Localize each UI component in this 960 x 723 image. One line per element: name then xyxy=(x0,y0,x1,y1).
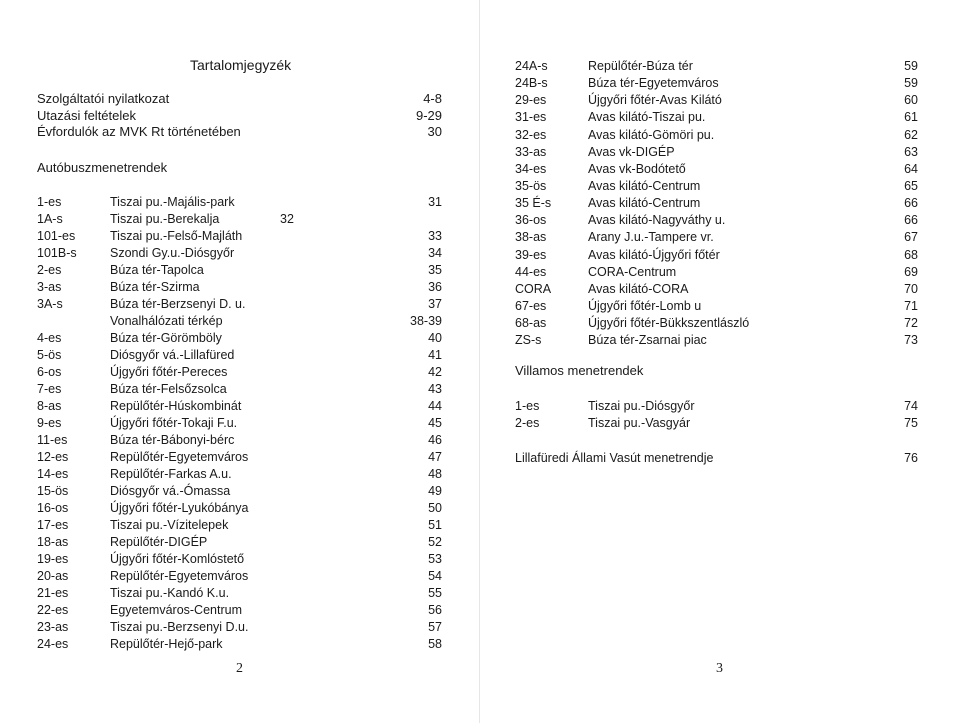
entry-page: 35 xyxy=(428,263,442,277)
route-number: 31-es xyxy=(515,110,547,125)
toc-entry[interactable] xyxy=(37,517,442,534)
route-number: 33-as xyxy=(515,144,547,159)
route-stops: Tiszai pu.-Berzsenyi D.u. xyxy=(110,620,249,634)
toc-title: Tartalomjegyzék xyxy=(190,57,292,73)
route-stops: Diósgyőr vá.-Lillafüred xyxy=(110,348,235,362)
entry-page: 62 xyxy=(904,127,918,142)
route-number: 19-es xyxy=(37,552,69,566)
route-stops: Avas kilátó-Centrum xyxy=(588,178,701,193)
toc-entry[interactable] xyxy=(515,161,918,178)
entry-page: 37 xyxy=(428,297,442,311)
entry-label: Szolgáltatói nyilatkozat xyxy=(37,91,170,106)
toc-entry[interactable] xyxy=(37,483,442,500)
toc-entry[interactable] xyxy=(515,212,918,229)
route-number: 44-es xyxy=(515,264,547,279)
route-number: 2-es xyxy=(37,263,62,277)
toc-entry[interactable] xyxy=(37,194,442,211)
toc-entry[interactable] xyxy=(515,92,918,109)
toc-entry[interactable] xyxy=(515,229,918,246)
toc-entry[interactable] xyxy=(37,296,442,313)
entry-page: 50 xyxy=(428,501,442,515)
toc-entry[interactable] xyxy=(37,466,442,483)
route-stops: Búza tér-Bábonyi-bérc xyxy=(110,433,235,447)
route-stops: Avas kilátó-Újgyőri főtér xyxy=(588,247,720,262)
route-number: 17-es xyxy=(37,518,69,532)
route-stops: Repülőtér-Egyetemváros xyxy=(110,450,249,464)
entry-page: 67 xyxy=(904,230,918,245)
entry-page: 52 xyxy=(428,535,442,549)
page-number: 2 xyxy=(236,661,243,676)
entry-page: 64 xyxy=(904,161,918,176)
route-number: 6-os xyxy=(37,365,62,379)
toc-entry[interactable] xyxy=(515,58,918,75)
entry-page: 66 xyxy=(904,196,918,211)
entry-page: 51 xyxy=(428,518,442,532)
route-number: CORA xyxy=(515,281,552,296)
toc-entry[interactable] xyxy=(37,602,442,619)
toc-entry[interactable] xyxy=(515,315,918,332)
route-number: 1A-s xyxy=(37,212,63,226)
entry-page: 54 xyxy=(428,569,442,583)
route-number: 29-es xyxy=(515,93,547,108)
toc-entry[interactable] xyxy=(37,124,442,141)
route-number: 67-es xyxy=(515,298,547,313)
toc-entry[interactable] xyxy=(515,264,918,281)
toc-entry[interactable] xyxy=(37,313,442,330)
toc-entry[interactable] xyxy=(515,450,918,467)
route-number: 1-es xyxy=(37,195,62,209)
route-number: 11-es xyxy=(37,433,68,447)
route-number: 23-as xyxy=(37,620,69,634)
entry-page: 43 xyxy=(428,382,442,396)
entry-page: 40 xyxy=(428,331,442,345)
route-stops: Tiszai pu.-Berekalja xyxy=(110,212,220,226)
bus-lines-list xyxy=(37,194,442,653)
toc-entry[interactable] xyxy=(37,415,442,432)
route-number: 38-as xyxy=(515,230,547,245)
entry-page: 45 xyxy=(428,416,442,430)
toc-entry[interactable] xyxy=(37,347,442,364)
route-stops: Avas vk-DIGÉP xyxy=(588,144,675,159)
route-stops: Tiszai pu.-Majális-park xyxy=(110,195,235,209)
toc-entry[interactable] xyxy=(37,364,442,381)
toc-entry[interactable] xyxy=(515,415,918,432)
route-number: 32-es xyxy=(515,127,547,142)
route-stops: Újgyőri főtér-Tokaji F.u. xyxy=(110,416,238,430)
route-number: 39-es xyxy=(515,247,547,262)
route-stops: Újgyőri főtér-Bükkszentlászló xyxy=(588,316,750,331)
entry-page: 53 xyxy=(428,552,442,566)
entry-page: 49 xyxy=(428,484,442,498)
toc-entry[interactable] xyxy=(37,228,442,245)
entry-page: 31 xyxy=(428,195,442,209)
bus-lines-list-continued xyxy=(515,58,918,349)
route-stops: Avas kilátó-Nagyváthy u. xyxy=(588,213,726,228)
entry-page: 48 xyxy=(428,467,442,481)
entry-page: 32 xyxy=(280,212,294,226)
entry-page: 38-39 xyxy=(410,314,442,328)
route-stops: Repülőtér-Húskombinát xyxy=(110,399,242,413)
route-stops: Búza tér-Görömböly xyxy=(110,331,222,345)
entry-page: 74 xyxy=(904,399,918,413)
route-number: 20-as xyxy=(37,569,69,583)
toc-entry[interactable] xyxy=(515,247,918,264)
toc-entry[interactable] xyxy=(37,108,442,125)
toc-entry[interactable] xyxy=(37,262,442,279)
route-stops: Szondi Gy.u.-Diósgyőr xyxy=(110,246,235,260)
page-number: 3 xyxy=(716,661,723,676)
entry-page: 46 xyxy=(428,433,442,447)
bus-section-heading: Autóbuszmenetrendek xyxy=(37,160,168,175)
entry-page: 41 xyxy=(428,348,442,362)
route-number: 1-es xyxy=(515,399,540,413)
entry-page: 66 xyxy=(904,213,918,228)
toc-entry[interactable] xyxy=(37,449,442,466)
route-number: 9-es xyxy=(37,416,62,430)
route-number: 101B-s xyxy=(37,246,77,260)
route-number: 12-es xyxy=(37,450,69,464)
railway-entry-list xyxy=(515,450,918,467)
route-stops: Búza tér-Szirma xyxy=(110,280,200,294)
entry-page: 59 xyxy=(904,76,918,91)
entry-label: Lillafüredi Állami Vasút menetrendje xyxy=(515,451,714,465)
toc-entry[interactable] xyxy=(515,109,918,126)
route-stops: Újgyőri főtér-Komlóstető xyxy=(110,552,245,566)
route-stops: Tiszai pu.-Diósgyőr xyxy=(588,399,695,413)
entry-page: 58 xyxy=(428,637,442,651)
route-number: 24B-s xyxy=(515,76,548,91)
entry-page: 73 xyxy=(904,333,918,348)
route-number: 8-as xyxy=(37,399,62,413)
route-stops: Avas kilátó-Centrum xyxy=(588,196,701,211)
route-number: 24A-s xyxy=(515,59,548,73)
entry-label: Utazási feltételek xyxy=(37,107,136,123)
route-number: ZS-s xyxy=(515,333,542,348)
route-stops: Repülőtér-Búza tér xyxy=(588,59,693,73)
entry-page: 59 xyxy=(904,59,918,73)
route-number: 18-as xyxy=(37,535,69,549)
entry-page: 71 xyxy=(904,298,918,313)
toc-entry[interactable] xyxy=(37,551,442,568)
route-number: 2-es xyxy=(515,416,540,430)
entry-page: 69 xyxy=(904,264,918,279)
toc-entry[interactable] xyxy=(37,330,442,347)
entry-page: 33 xyxy=(428,229,442,243)
entry-page: 70 xyxy=(904,281,918,296)
route-number: 4-es xyxy=(37,331,62,345)
route-stops: Diósgyőr vá.-Ómassa xyxy=(110,484,231,498)
route-stops: Tiszai pu.-Kandó K.u. xyxy=(110,586,230,600)
toc-entry[interactable] xyxy=(37,432,442,449)
route-stops: Tiszai pu.-Vasgyár xyxy=(588,416,691,430)
entry-page: 57 xyxy=(428,620,442,634)
toc-entry[interactable] xyxy=(515,281,918,298)
toc-entry[interactable] xyxy=(515,127,918,144)
route-stops: Tiszai pu.-Felső-Majláth xyxy=(110,229,243,243)
route-number: 3-as xyxy=(37,280,62,294)
entry-page: 34 xyxy=(428,246,442,260)
toc-entry[interactable] xyxy=(515,298,918,315)
route-stops: Avas kilátó-CORA xyxy=(588,281,689,296)
route-stops: Újgyőri főtér-Pereces xyxy=(110,365,228,379)
entry-page: 30 xyxy=(427,124,442,139)
tram-lines-list xyxy=(515,398,918,432)
entry-page: 76 xyxy=(904,451,918,465)
toc-entry[interactable] xyxy=(37,636,442,653)
route-stops: Avas kilátó-Gömöri pu. xyxy=(588,127,715,142)
toc-entry[interactable] xyxy=(37,500,442,517)
route-number: 24-es xyxy=(37,637,69,651)
route-stops: Búza tér-Egyetemváros xyxy=(588,76,719,91)
toc-entry[interactable] xyxy=(515,332,918,349)
toc-entry[interactable] xyxy=(37,568,442,585)
route-stops: Repülőtér-Hejő-park xyxy=(110,637,223,651)
route-number: 101-es xyxy=(37,229,76,243)
route-stops: Búza tér-Felsőzsolca xyxy=(110,382,227,396)
toc-entry[interactable] xyxy=(515,195,918,212)
route-stops: Egyetemváros-Centrum xyxy=(110,603,242,617)
route-stops: Arany J.u.-Tampere vr. xyxy=(588,230,714,245)
route-stops: Búza tér-Tapolca xyxy=(110,263,204,277)
entry-page: 61 xyxy=(904,110,918,125)
route-number: 68-as xyxy=(515,316,547,331)
route-stops: CORA-Centrum xyxy=(588,264,677,279)
toc-entry[interactable] xyxy=(37,534,442,551)
route-number: 34-es xyxy=(515,161,547,176)
toc-entry[interactable] xyxy=(37,398,442,415)
toc-entry[interactable] xyxy=(515,75,918,92)
route-number: 35 É-s xyxy=(515,196,552,211)
toc-entry[interactable] xyxy=(37,619,442,636)
entry-page: 47 xyxy=(428,450,442,464)
route-number: 35-ös xyxy=(515,178,547,193)
route-number: 3A-s xyxy=(37,297,63,311)
toc-entry[interactable] xyxy=(37,91,442,108)
front-matter-list xyxy=(37,91,442,141)
entry-page: 68 xyxy=(904,247,918,262)
entry-page: 44 xyxy=(428,399,442,413)
route-stops: Repülőtér-Farkas A.u. xyxy=(110,467,232,481)
route-number: 7-es xyxy=(37,382,62,396)
entry-label: Évfordulók az MVK Rt történetében xyxy=(37,124,241,139)
toc-entry[interactable] xyxy=(37,245,442,262)
entry-page: 60 xyxy=(904,93,918,108)
route-stops: Avas vk-Bodótető xyxy=(588,161,686,176)
entry-page: 75 xyxy=(904,416,918,430)
tram-section-heading: Villamos menetrendek xyxy=(515,363,644,378)
entry-page: 63 xyxy=(904,144,918,159)
entry-page: 55 xyxy=(428,586,442,600)
route-stops: Repülőtér-Egyetemváros xyxy=(110,569,249,583)
route-number: 22-es xyxy=(37,603,69,617)
entry-page: 9-29 xyxy=(415,107,442,123)
route-stops: Avas kilátó-Tiszai pu. xyxy=(588,110,706,125)
route-stops: Tiszai pu.-Vízitelepek xyxy=(110,518,229,532)
route-number: 14-es xyxy=(37,467,69,481)
toc-entry[interactable] xyxy=(515,178,918,195)
toc-entry[interactable] xyxy=(37,585,442,602)
route-stops: Újgyőri főtér-Lomb u xyxy=(588,298,702,313)
route-number: 16-os xyxy=(37,501,69,515)
route-number: 15-ös xyxy=(37,484,69,498)
entry-page: 4-8 xyxy=(423,91,442,106)
route-stops: Búza tér-Zsarnai piac xyxy=(588,333,707,348)
route-stops: Repülőtér-DIGÉP xyxy=(110,535,208,549)
entry-page: 36 xyxy=(428,280,442,294)
toc-entry[interactable] xyxy=(37,279,442,296)
toc-entry[interactable] xyxy=(515,398,918,415)
toc-entry[interactable] xyxy=(37,211,442,228)
entry-page: 72 xyxy=(904,316,918,331)
entry-page: 65 xyxy=(904,178,918,193)
entry-page: 56 xyxy=(428,603,442,617)
route-stops: Újgyőri főtér-Avas Kilátó xyxy=(588,93,722,108)
route-number: 5-ös xyxy=(37,348,62,362)
toc-entry[interactable] xyxy=(37,381,442,398)
route-stops: Vonalhálózati térkép xyxy=(110,314,223,328)
route-number: 36-os xyxy=(515,213,547,228)
route-stops: Újgyőri főtér-Lyukóbánya xyxy=(110,501,249,515)
route-number: 21-es xyxy=(37,586,69,600)
toc-entry[interactable] xyxy=(515,144,918,161)
entry-page: 42 xyxy=(428,365,442,379)
route-stops: Búza tér-Berzsenyi D. u. xyxy=(110,297,246,311)
